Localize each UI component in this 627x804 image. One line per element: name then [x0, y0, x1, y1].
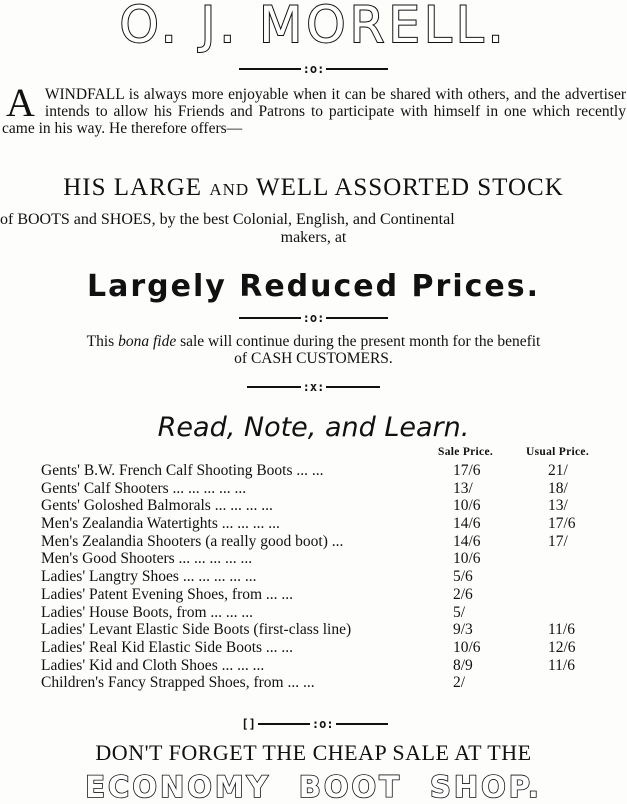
item-name: Gents' B.W. French Calf Shooting Boots ... ... [41, 462, 324, 479]
item-name: Ladies' Kid and Cloth Shoes ... ... ... [41, 656, 265, 674]
sale-price: 5/ [453, 603, 466, 621]
sale-price: 10/6 [453, 638, 481, 656]
reduced-prices-heading: Largely Reduced Prices. [86, 269, 541, 304]
read-note-learn-heading: Read, Note, and Learn. [157, 412, 470, 443]
usual-price: 12/6 [548, 638, 576, 656]
economy-boot-shop-heading [0, 772, 627, 802]
drop-cap: A [6, 80, 35, 125]
price-row [0, 604, 627, 622]
usual-price-header: Usual Price. [526, 446, 590, 458]
item-name: Men's Zealandia Watertights ... ... ... ... [41, 515, 280, 533]
sale-price: 8/9 [453, 656, 473, 674]
sale-price: 5/6 [453, 568, 473, 586]
price-list [0, 462, 627, 692]
price-row [0, 533, 627, 551]
price-row [0, 621, 627, 639]
sale-price: 2/6 [453, 585, 473, 603]
item-name: Ladies' House Boots, from ... ... ... [41, 603, 254, 621]
item-name: Gents' Calf Shooters ... ... ... ... ... [41, 479, 247, 497]
stock-description [0, 211, 627, 247]
usual-price: 18/ [548, 479, 568, 497]
stock-headline [0, 174, 627, 204]
separator-ornament: :x: [302, 379, 325, 394]
separator-rule-2 [0, 311, 627, 324]
item-name: Ladies' Langtry Shoes ... ... ... ... ... [41, 568, 257, 586]
stock-description-line2: makers, at [280, 229, 347, 246]
sale-notice-post: sale will continue during the present month for the benefit [176, 333, 541, 350]
sale-price: 2/ [453, 674, 466, 692]
sale-price: 9/3 [453, 621, 473, 639]
separator-ornament: :o: [311, 716, 334, 731]
sale-price: 10/6 [453, 550, 481, 568]
item-name: Gents' Goloshed Balmorals ... ... ... ... [41, 497, 273, 515]
price-row [0, 480, 627, 498]
stock-headline-part1: HIS LARGE [63, 174, 203, 201]
sale-price: 10/6 [453, 497, 481, 515]
advertiser-name-heading: O. J. MORELL. [119, 0, 508, 54]
usual-price: 11/6 [548, 621, 575, 639]
sale-notice-pre: This [86, 333, 119, 350]
price-row [0, 568, 627, 586]
usual-price: 17/ [548, 532, 568, 550]
sale-notice-italic: bona fide [118, 333, 177, 350]
sale-notice [0, 333, 627, 367]
item-name: Ladies' Levant Elastic Side Boots (first-class line) [41, 621, 352, 639]
item-name: Ladies' Real Kid Elastic Side Boots ... ... [41, 638, 294, 656]
sale-price: 14/6 [453, 532, 481, 550]
item-name: Children's Fancy Strapped Shoes, from ... ... [41, 674, 315, 692]
price-row [0, 586, 627, 604]
economy-word: ECONOMY [85, 770, 271, 804]
separator-rule-1 [0, 62, 627, 75]
price-row [0, 497, 627, 515]
price-row [0, 515, 627, 533]
usual-price: 11/6 [548, 656, 575, 674]
price-row [0, 674, 627, 692]
price-row [0, 657, 627, 675]
separator-rule-3 [0, 380, 627, 393]
stock-headline-part2: WELL ASSORTED STOCK [255, 174, 564, 201]
shop-word: SHOP. [429, 770, 542, 804]
separator-rule-4 [0, 717, 627, 730]
usual-price: 17/6 [548, 515, 576, 533]
price-row [0, 550, 627, 568]
item-name: Men's Good Shooters ... ... ... ... ... [41, 550, 253, 568]
stock-description-line1: of BOOTS and SHOES, by the best Colonial, English, and Continental [0, 211, 455, 228]
intro-text: WINDFALL is always more enjoyable when it can be shared with others, and the advertiser intends to allow his Friends and Patrons to participate with himself in one which recently came in his way. He therefore offers— [2, 86, 626, 137]
separator-prefix: [] [241, 716, 256, 731]
sale-price: 14/6 [453, 515, 481, 533]
usual-price: 21/ [548, 462, 568, 479]
price-row [0, 639, 627, 657]
separator-ornament: :o: [302, 61, 325, 76]
separator-ornament: :o: [302, 310, 325, 325]
dont-forget-line: DON'T FORGET THE CHEAP SALE AT THE [95, 740, 532, 765]
boot-word: BOOT [298, 770, 402, 804]
item-name: Ladies' Patent Evening Shoes, from ... ... [41, 585, 294, 603]
usual-price: 13/ [548, 497, 568, 515]
sale-price: 17/6 [453, 462, 481, 479]
sale-price-header: Sale Price. [438, 446, 494, 458]
sale-price: 13/ [453, 479, 473, 497]
sale-notice-line2: of CASH CUSTOMERS. [234, 350, 393, 367]
stock-headline-and: AND [209, 180, 250, 199]
intro-paragraph [2, 80, 626, 137]
price-row [0, 462, 627, 480]
item-name: Men's Zealandia Shooters (a really good boot) ... [41, 532, 344, 550]
